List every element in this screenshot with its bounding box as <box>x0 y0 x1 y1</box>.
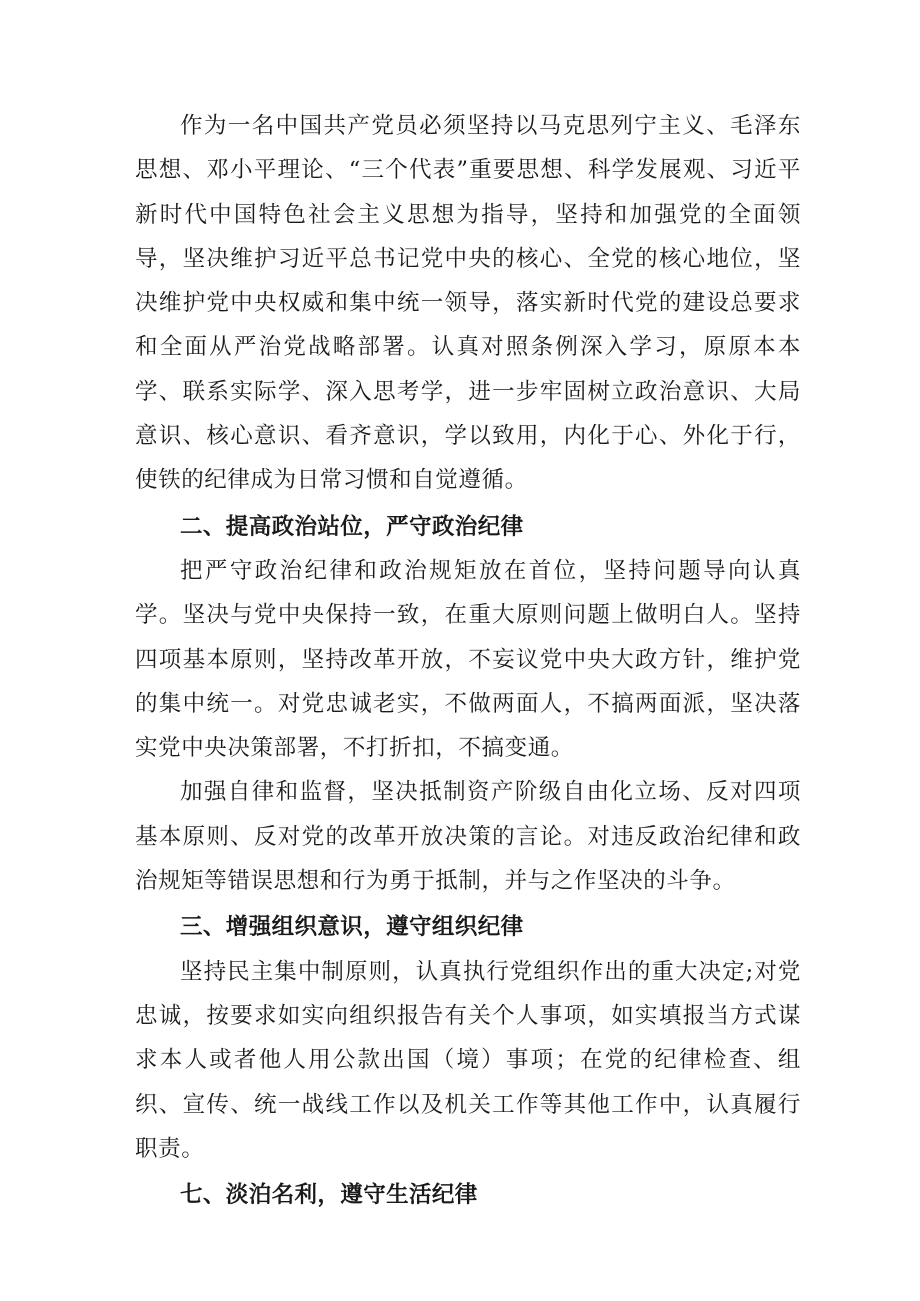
section-heading-organizational-discipline: 三、增强组织意识，遵守组织纪律 <box>180 914 524 941</box>
paragraph-self-discipline: 加强自律和监督，坚决抵制资产阶级自由化立场、反对四项基本原则、反对党的改革开放决策的言论。对违反政治纪律和政治规矩等错误思想和行为勇于抵制，并与之作坚决的斗争。 <box>135 779 801 895</box>
section-heading-life-discipline: 七、淡泊名利，遵守生活纪律 <box>180 1182 478 1209</box>
section-heading-political-discipline: 二、提高政治站位，严守政治纪律 <box>180 513 524 540</box>
paragraph-democratic-centralism: 坚持民主集中制原则，认真执行党组织作出的重大决定;对党忠诚，按要求如实向组织报告有关个人事项，如实填报当方式谋求本人或者他人用公款出国（境）事项；在党的纪律检查、组织、宣传、统一战线工作以及机关工作等其他工作中，认真履行职责。 <box>135 958 801 1162</box>
paragraph-party-guidance: 作为一名中国共产党员必须坚持以马克思列宁主义、毛泽东思想、邓小平理论、“三个代表”重要思想、科学发展观、习近平新时代中国特色社会主义思想为指导，坚持和加强党的全面领导，坚决维护习近平总书记党中央的核心、全党的核心地位，坚决维护党中央权威和集中统一领导，落实新时代党的建设总要求和全面从严治党战略部署。认真对照条例深入学习，原原本本学、联系实际学、深入思考学，进一步牢固树立政治意识、大局意识、核心意识、看齐意识，学以致用，内化于心、外化于行，使铁的纪律成为日常习惯和自觉遵循。 <box>135 113 801 494</box>
document-body <box>135 104 801 1217</box>
paragraph-political-rules: 把严守政治纪律和政治规矩放在首位，坚持问题导向认真学。坚决与党中央保持一致，在重大原则问题上做明白人。坚持四项基本原则，坚持改革开放，不妄议党中央大政方针，维护党的集中统一。对党忠诚老实，不做两面人，不搞两面派，坚决落实党中央决策部署，不打折扣，不搞变通。 <box>135 557 801 762</box>
